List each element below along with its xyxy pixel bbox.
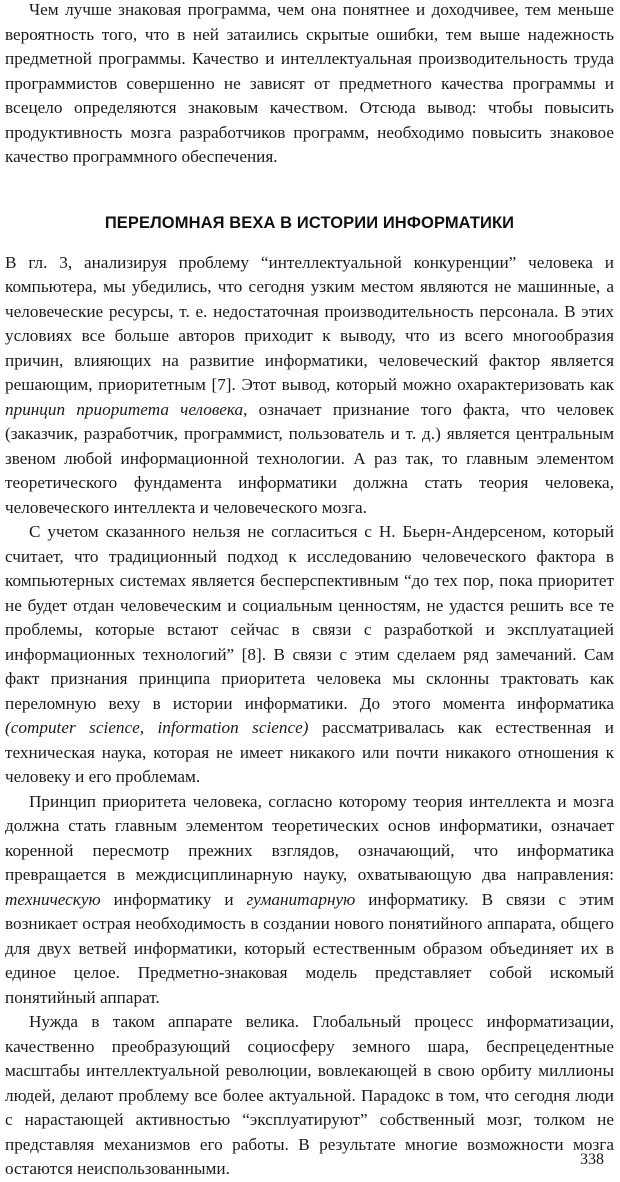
paragraph-2-italic-1: принцип приоритета человека [5,399,244,419]
paragraph-3 [5,520,614,790]
paragraph-4-text-1: Принцип приоритета человека, согласно которому теория интеллекта и мозга должна стать главным элементом теоретических основ информатики, означает коренной пересмотр прежних взглядов, означающий, что информатика превращается в междисциплинарную науку, охватывающую два направления: [5,791,614,884]
page-number: 338 [580,1151,604,1168]
paragraph-3-italic-1: (computer science, information science) [5,718,309,737]
paragraph-4 [5,790,614,1011]
paragraph-4-italic-2: гуманитарную [246,889,356,909]
paragraph-4-text-2: информатику и [100,889,247,909]
paragraph-3-text-1: С учетом сказанного нельзя не согласиться с Н. Бьерн-Андерсеном, который считает, что традиционный подход к исследованию человеческого фактора в компьютерных системах является бесперспективным “до тех пор, пока приоритет не будет отдан человеческим и социальным ценностям, не удастся решить все те проблемы, которые встают сейчас в связи с разработкой и эксплуатацией информационных технологий” [8]. В связи с этим сделаем ряд замечаний. Сам факт признания принципа приоритета человека мы склонны трактовать как переломную веху в истории информатики. До этого момента информатика [5,522,614,713]
paragraph-3-text-2: рассматривалась как естественная и техническая наука, которая не имеет никакого или почти никакого отношения к человеку и его проблемам. [5,718,614,786]
paragraph-2-text-1: В гл. 3, анализируя проблему “интеллектуальной конкуренции” человека и компьютера, мы убедились, что сегодня узким местом являются не машинные, а человеческие ресурсы, т. е. недостаточная производительность персонала. В этих условиях все больше авторов приходит к выводу, что из всего многообразия причин, влияющих на развитие информатики, человеческий фактор является решающим, приоритетным [7]. Этот вывод, который можно охарактеризовать как [5,252,614,394]
paragraph-2 [5,251,614,521]
paragraph-1: Чем лучше знаковая программа, чем она понятнее и доходчивее, тем меньше вероятность того, что в ней затаились скрытые ошибки, тем выше надежность предметной программы. Качество и интеллектуальная производительность труда программистов совершенно не зависят от предметного качества программы и всецело определяются знаковым качеством. Отсюда вывод: чтобы повысить продуктивность мозга разработчиков программ, необходимо повысить знаковое качество программного обеспечения. [5,0,614,166]
paragraph-5: Нужда в таком аппарате велика. Глобальный процесс информатизации, качественно преобразующий социосферу земного шара, беспрецедентные масштабы интеллектуальной революции, вовлекающей в свою орбиту миллионы людей, делают проблему все более актуальной. Парадокс в том, что сегодня люди с нарастающей активностью “эксплуатируют” собственный мозг, толком не представляя механизмов его работы. В результате многие возможности мозга остаются неиспользованными. [5,1012,614,1178]
section-heading: ПЕРЕЛОМНАЯ ВЕХА В ИСТОРИИ ИНФОРМАТИКИ [104,213,515,232]
paragraph-4-italic-1: техническую [5,889,101,909]
paragraph-2-text-2: , означает признание того факта, что человек (заказчик, разработчик, программист, пользователь и т. д.) является центральным звеном любой информационной технологии. А раз так, то главным элементом теоретического фундамента информатики должна стать теория человека, человеческого интеллекта и человеческого мозга. [5,399,614,517]
paragraph-4-text-3: информатику. В связи с этим возникает острая необходимость в создании нового понятийного аппарата, общего для двух ветвей информатики, который естественным образом объединяет их в единое целое. Предметно-знаковая модель представляет собой искомый понятийный аппарат. [5,889,614,1007]
